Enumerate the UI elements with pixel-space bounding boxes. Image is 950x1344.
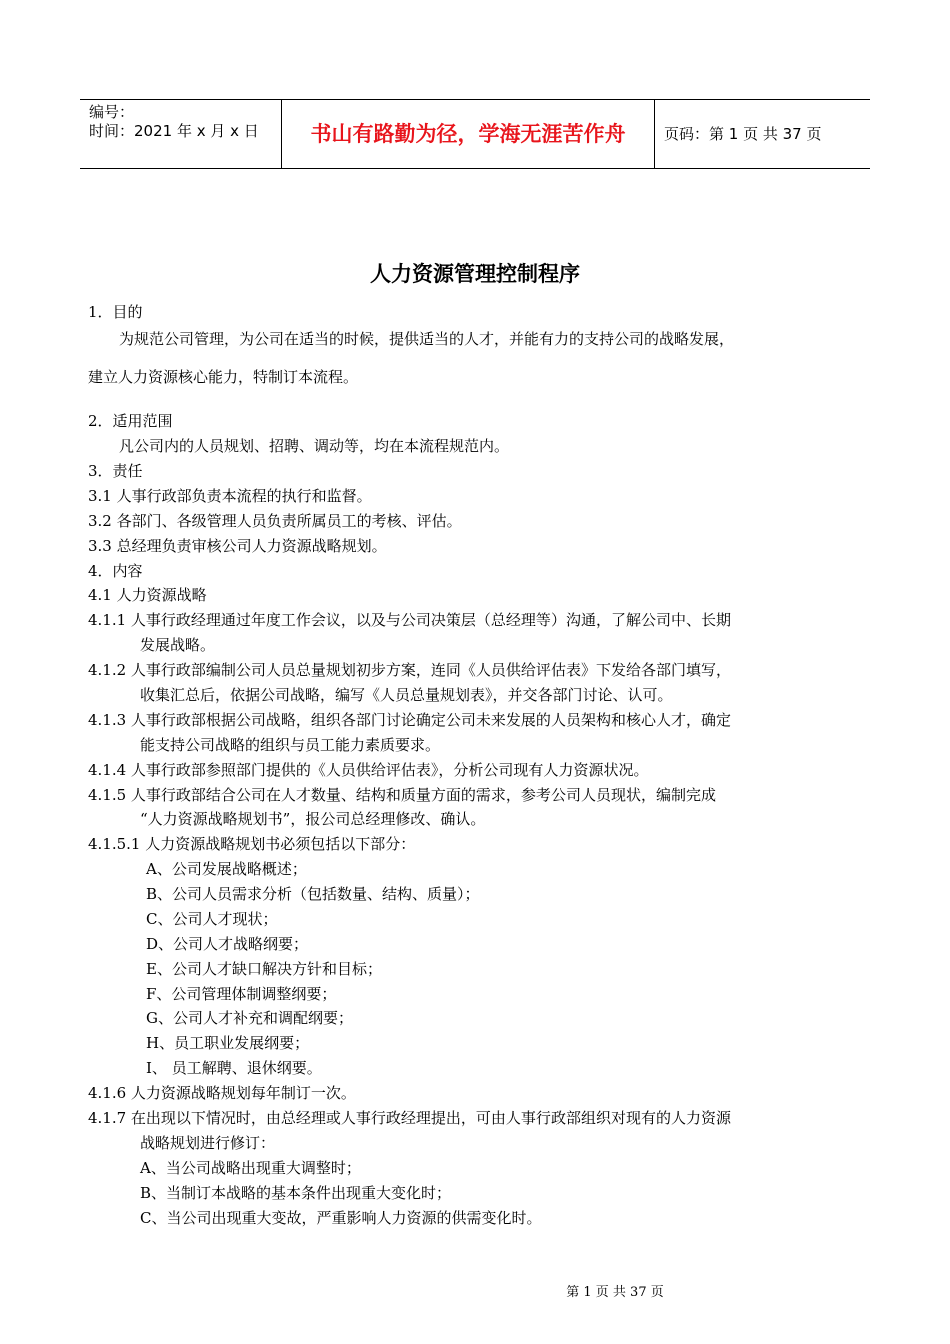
page-code: 页码：第 1 页 共 37 页	[664, 125, 822, 143]
clause: 4.1.6 人力资源战略规划每年制订一次。	[88, 1084, 356, 1102]
number-label: 编号：	[89, 103, 135, 121]
list-item: E、公司人才缺口解决方针和目标；	[146, 960, 382, 978]
paragraph: 建立人力资源核心能力，特制订本流程。	[88, 368, 359, 386]
page-footer: 第 1 页 共 37 页	[566, 1285, 664, 1300]
clause-continuation: “人力资源战略规划书”，报公司总经理修改、确认。	[140, 810, 486, 828]
clause: 4.1.3 人事行政部根据公司战略，组织各部门讨论确定公司未来发展的人员架构和核心人才，确定	[88, 711, 731, 729]
motto: 书山有路勤为径，学海无涯苦作舟	[282, 100, 655, 168]
paragraph: 为规范公司管理，为公司在适当的时候，提供适当的人才，并能有力的支持公司的战略发展，	[119, 330, 735, 348]
clause-continuation: 战略规划进行修订：	[140, 1134, 276, 1152]
header-meta-cell	[80, 100, 282, 168]
clause: 3.2 各部门、各级管理人员负责所属员工的考核、评估。	[88, 512, 462, 530]
clause: 4.1.5.1 人力资源战略规划书必须包括以下部分：	[88, 835, 416, 853]
clause: 4.1 人力资源战略	[88, 586, 207, 604]
list-item: C、公司人才现状；	[146, 910, 278, 928]
list-item: B、公司人员需求分析（包括数量、结构、质量）；	[146, 885, 480, 903]
clause-continuation: 能支持公司战略的组织与员工能力素质要求。	[140, 736, 441, 754]
list-item: D、公司人才战略纲要；	[146, 935, 309, 953]
clause: 3.3 总经理负责审核公司人力资源战略规划。	[88, 537, 387, 555]
list-item: A、当公司战略出现重大调整时；	[140, 1159, 361, 1177]
clause: 4.1.4 人事行政部参照部门提供的《人员供给评估表》，分析公司现有人力资源状况。	[88, 761, 649, 779]
list-item: C、当公司出现重大变故，严重影响人力资源的供需变化时。	[140, 1209, 542, 1227]
clause-continuation: 收集汇总后，依据公司战略，编写《人员总量规划表》，并交各部门讨论、认可。	[140, 686, 673, 704]
section-heading-content: 4．内容	[88, 562, 143, 580]
section-heading-scope: 2．适用范围	[88, 412, 173, 430]
section-heading-purpose: 1．目的	[88, 303, 143, 321]
list-item: B、当制订本战略的基本条件出现重大变化时；	[140, 1184, 452, 1202]
list-item: H、员工职业发展纲要；	[146, 1034, 310, 1052]
clause: 4.1.7 在出现以下情况时，由总经理或人事行政经理提出，可由人事行政部组织对现有的人力资源	[88, 1109, 731, 1127]
document-title: 人力资源管理控制程序	[370, 262, 580, 286]
list-item: A、公司发展战略概述；	[146, 860, 307, 878]
list-item: I、 员工解聘、退休纲要。	[146, 1059, 322, 1077]
clause: 4.1.5 人事行政部结合公司在人才数量、结构和质量方面的需求，参考公司人员现状，编制完成	[88, 786, 716, 804]
list-item: G、公司人才补充和调配纲要；	[146, 1009, 353, 1027]
clause-continuation: 发展战略。	[140, 636, 216, 654]
time-label: 时间：2021 年 x 月 x 日	[89, 122, 259, 140]
clause: 4.1.2 人事行政部编制公司人员总量规划初步方案，连同《人员供给评估表》下发给各部门填写，	[88, 661, 731, 679]
clause: 4.1.1 人事行政经理通过年度工作会议，以及与公司决策层（总经理等）沟通，了解公司中、长期	[88, 611, 731, 629]
header-table	[80, 99, 870, 169]
list-item: F、公司管理体制调整纲要；	[146, 985, 337, 1003]
section-heading-responsibility: 3．责任	[88, 462, 143, 480]
paragraph: 凡公司内的人员规划、招聘、调动等，均在本流程规范内。	[119, 437, 510, 455]
clause: 3.1 人事行政部负责本流程的执行和监督。	[88, 487, 372, 505]
